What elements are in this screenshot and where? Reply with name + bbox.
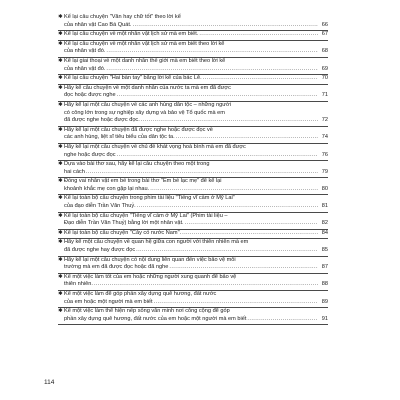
toc-entry (58, 308, 328, 325)
toc-entry (58, 239, 328, 256)
toc-entry-page: 67 (321, 31, 328, 38)
dot-leader (106, 48, 318, 56)
bullet-icon: ✱ (58, 229, 63, 236)
toc-entry-title: Hãy kể lại một câu chuyện đã được nghe hoặc được đọc về (64, 126, 213, 133)
toc-entry-line (58, 144, 328, 152)
toc-entry-title: của nhân vật đó. (64, 65, 106, 72)
bullet-icon: ✱ (58, 31, 63, 38)
toc-entry-line (58, 299, 328, 307)
toc-entry-page: 87 (321, 264, 328, 271)
toc-entry (58, 213, 328, 230)
toc-entry-line (58, 92, 328, 100)
toc-entry-page: 72 (321, 117, 328, 124)
toc-entry-title: Kể lại toàn bộ câu chuyện "Cây cỏ nước Nam". (64, 229, 182, 236)
toc-entry-title: các anh hùng, liệt sĩ tiêu biểu của dân tộc ta. (64, 134, 175, 141)
toc-entry-title: Kể một việc làm tốt của em hoặc những người xung quanh để bảo vệ (64, 273, 237, 280)
toc-entry-title: của đạo diễn Trần Văn Thuỷ. (64, 203, 136, 210)
bullet-icon: ✱ (58, 101, 63, 108)
bullet-icon: ✱ (58, 161, 63, 168)
dot-leader (182, 230, 318, 238)
toc-entry-line (58, 66, 328, 74)
toc-entry-title: đọc hoặc được nghe (64, 92, 116, 99)
dot-leader (117, 152, 318, 160)
toc-entry-line (58, 195, 328, 203)
toc-entry-page: 82 (321, 220, 328, 227)
dot-leader (106, 66, 318, 74)
toc-entry (58, 161, 328, 178)
bullet-icon: ✱ (58, 195, 63, 202)
toc-entry-page: 85 (321, 247, 328, 254)
toc-entry-title: thiên nhiên. (64, 281, 93, 288)
dot-leader (247, 316, 318, 324)
dot-leader (141, 117, 318, 125)
toc-entry-page: 88 (321, 281, 328, 288)
toc-entry-line (58, 110, 328, 118)
bullet-icon: ✱ (58, 178, 63, 185)
toc-entry-line (58, 22, 328, 30)
toc-entry-title: đã được nghe hay được đọc (64, 247, 136, 254)
bullet-icon: ✱ (58, 273, 63, 280)
toc-entry (58, 144, 328, 161)
dot-leader (185, 220, 318, 228)
dot-leader (94, 281, 318, 289)
toc-entry-page: 66 (321, 21, 328, 28)
bullet-icon: ✱ (58, 40, 63, 47)
dot-leader (203, 75, 318, 83)
dot-leader (169, 264, 318, 272)
toc-entry-title: Kể một việc làm để góp phần xây dựng quê hương, đất nước (64, 291, 217, 297)
toc-entry-line (58, 203, 328, 211)
toc-entry (58, 230, 328, 240)
toc-entry (58, 14, 328, 31)
bullet-icon: ✱ (58, 308, 63, 315)
dot-leader (199, 31, 318, 39)
toc-entry-line (58, 239, 328, 247)
bullet-icon: ✱ (58, 212, 63, 219)
toc-entry-page: 69 (321, 65, 328, 72)
toc-entry-line (58, 281, 328, 289)
toc-entry-title: Kể lại toàn bộ câu chuyện trong phim tài liệu "Tiếng vĩ cầm ở Mỹ Lai" (64, 195, 235, 202)
toc-entry-title: Hãy kể lại một câu chuyện về các anh hùng dân tộc – những người (64, 101, 231, 108)
toc-entry (58, 58, 328, 75)
toc-entry (58, 195, 328, 212)
bullet-icon: ✱ (58, 75, 63, 82)
toc-entry-title: Hãy kể câu chuyện về một danh nhân của nước ta mà em đã được (64, 84, 231, 91)
toc-entry-page: 70 (321, 75, 328, 82)
toc-entry-page: 89 (321, 298, 328, 305)
toc-entry-line (58, 58, 328, 66)
toc-entry-line (58, 230, 328, 238)
toc-entry-line (58, 264, 328, 272)
toc-entry-line (58, 316, 328, 324)
toc-entry-page: 68 (321, 48, 328, 55)
bullet-icon: ✱ (58, 239, 63, 246)
bullet-icon: ✱ (58, 57, 63, 64)
toc-entry (58, 31, 328, 41)
dot-leader (176, 134, 318, 142)
toc-entry-title: Hãy kể lại một câu chuyện về chủ đề khát vọng hoà bình mà em đã được (64, 143, 246, 150)
toc-entry-title: của nhân vật đó. (64, 48, 106, 55)
toc-entry-line (58, 161, 328, 169)
toc-entry-title: trường mà em đã được đọc hoặc đã nghe (64, 264, 169, 271)
toc-entry-line (58, 48, 328, 56)
toc-entry-line (58, 220, 328, 228)
toc-entry (58, 274, 328, 291)
toc-entry-line (58, 186, 328, 194)
toc-entry-line (58, 178, 328, 186)
toc-entry-title: Kể lại câu chuyện "Văn hay chữ tốt" theo lời kể (64, 14, 181, 20)
toc-entry-title: Kể một việc làm thể hiện nếp sống văn minh nơi công cộng để góp (64, 308, 230, 315)
toc-entry-line (58, 274, 328, 282)
toc-entry-line (58, 291, 328, 299)
toc-entry (58, 257, 328, 274)
dot-leader (117, 92, 318, 100)
toc-entry-title: Kể lại giai thoại về một danh nhân thế giới mà em biết theo lời kể (64, 57, 226, 64)
toc-entry-page: 76 (321, 151, 328, 158)
toc-entry (58, 41, 328, 58)
toc-entry-page: 79 (321, 168, 328, 175)
toc-entry-title: Kể lại câu chuyện "Hai bàn tay" bằng lời kể của bác Lê. (64, 75, 202, 82)
toc-entry-line (58, 31, 328, 39)
bullet-icon: ✱ (58, 126, 63, 133)
toc-entry-title: Kể lại câu chuyện về một nhân vật lịch sử mà em biết theo lời kể (64, 40, 225, 47)
toc-entry-title: hai cách (64, 168, 85, 175)
toc-entry-page: 81 (321, 203, 328, 210)
dot-leader (150, 186, 318, 194)
toc-entry-title: có công lớn trong sự nghiệp xây dựng và bảo vệ Tổ quốc mà em (64, 109, 225, 116)
toc-entry-title: Kể lại toàn bộ câu chuyện "Tiếng vĩ cầm ở Mỹ Lai" (Phim tài liệu – (64, 212, 228, 219)
toc-entry (58, 291, 328, 308)
toc-entry-title: Kể lại câu chuyện về một nhân vật lịch sử mà em biết. (64, 31, 199, 38)
table-of-contents (58, 14, 328, 325)
dot-leader (132, 22, 318, 30)
toc-entry (58, 75, 328, 85)
toc-entry-page: 74 (321, 134, 328, 141)
toc-entry (58, 127, 328, 144)
toc-entry-title: phần xây dựng quê hương, đất nước của em hoặc một người mà em biết (64, 315, 247, 322)
toc-entry-line (58, 102, 328, 110)
toc-entry-line (58, 257, 328, 265)
toc-entry-title: Dựa vào bài thơ sau, hãy kể lại câu chuyện theo một trong (64, 161, 210, 168)
page-number: 114 (44, 379, 55, 386)
toc-entry-line (58, 247, 328, 255)
toc-entry-title: Đóng vai nhân vật em bé trong bài thơ "Em bé lạc mẹ" để kể lại (64, 178, 222, 185)
toc-entry-title: của nhân vật Cao Bá Quát. (64, 21, 132, 28)
toc-entry-title: nghe hoặc được đọc (64, 151, 116, 158)
bullet-icon: ✱ (58, 14, 63, 20)
toc-entry-line (58, 85, 328, 93)
toc-entry-title: khoảnh khắc mẹ con gặp lại nhau. (64, 185, 150, 192)
toc-entry-line (58, 169, 328, 177)
bullet-icon: ✱ (58, 143, 63, 150)
dot-leader (136, 247, 318, 255)
bullet-icon: ✱ (58, 256, 63, 263)
toc-entry-line (58, 134, 328, 142)
toc-entry-page: 84 (321, 229, 328, 236)
dot-leader (137, 203, 318, 211)
toc-entry-line (58, 308, 328, 316)
toc-entry-page: 71 (321, 92, 328, 99)
toc-entry-line (58, 75, 328, 83)
toc-entry-line (58, 117, 328, 125)
toc-entry (58, 102, 328, 127)
toc-entry-title: Hãy kể lại một câu chuyện có nội dung liên quan đến việc bảo vệ môi (64, 256, 236, 263)
dot-leader (154, 299, 318, 307)
toc-entry-title: Đạo diễn Trần Văn Thuỷ) bằng lời một nhân vật. (64, 220, 184, 227)
toc-entry (58, 178, 328, 195)
toc-entry-title: đã được nghe hoặc được đọc. (64, 117, 140, 124)
toc-entry-title: Hãy kể một câu chuyện về quan hệ giữa con người với thiên nhiên mà em (64, 239, 249, 246)
bullet-icon: ✱ (58, 84, 63, 91)
toc-entry (58, 85, 328, 102)
bullet-icon: ✱ (58, 291, 63, 297)
toc-entry-page: 91 (321, 315, 328, 322)
toc-entry-line (58, 14, 328, 22)
toc-entry-line (58, 152, 328, 160)
toc-entry-title: của em hoặc một người mà em biết (64, 298, 153, 305)
dot-leader (86, 169, 318, 177)
toc-entry-page: 80 (321, 185, 328, 192)
